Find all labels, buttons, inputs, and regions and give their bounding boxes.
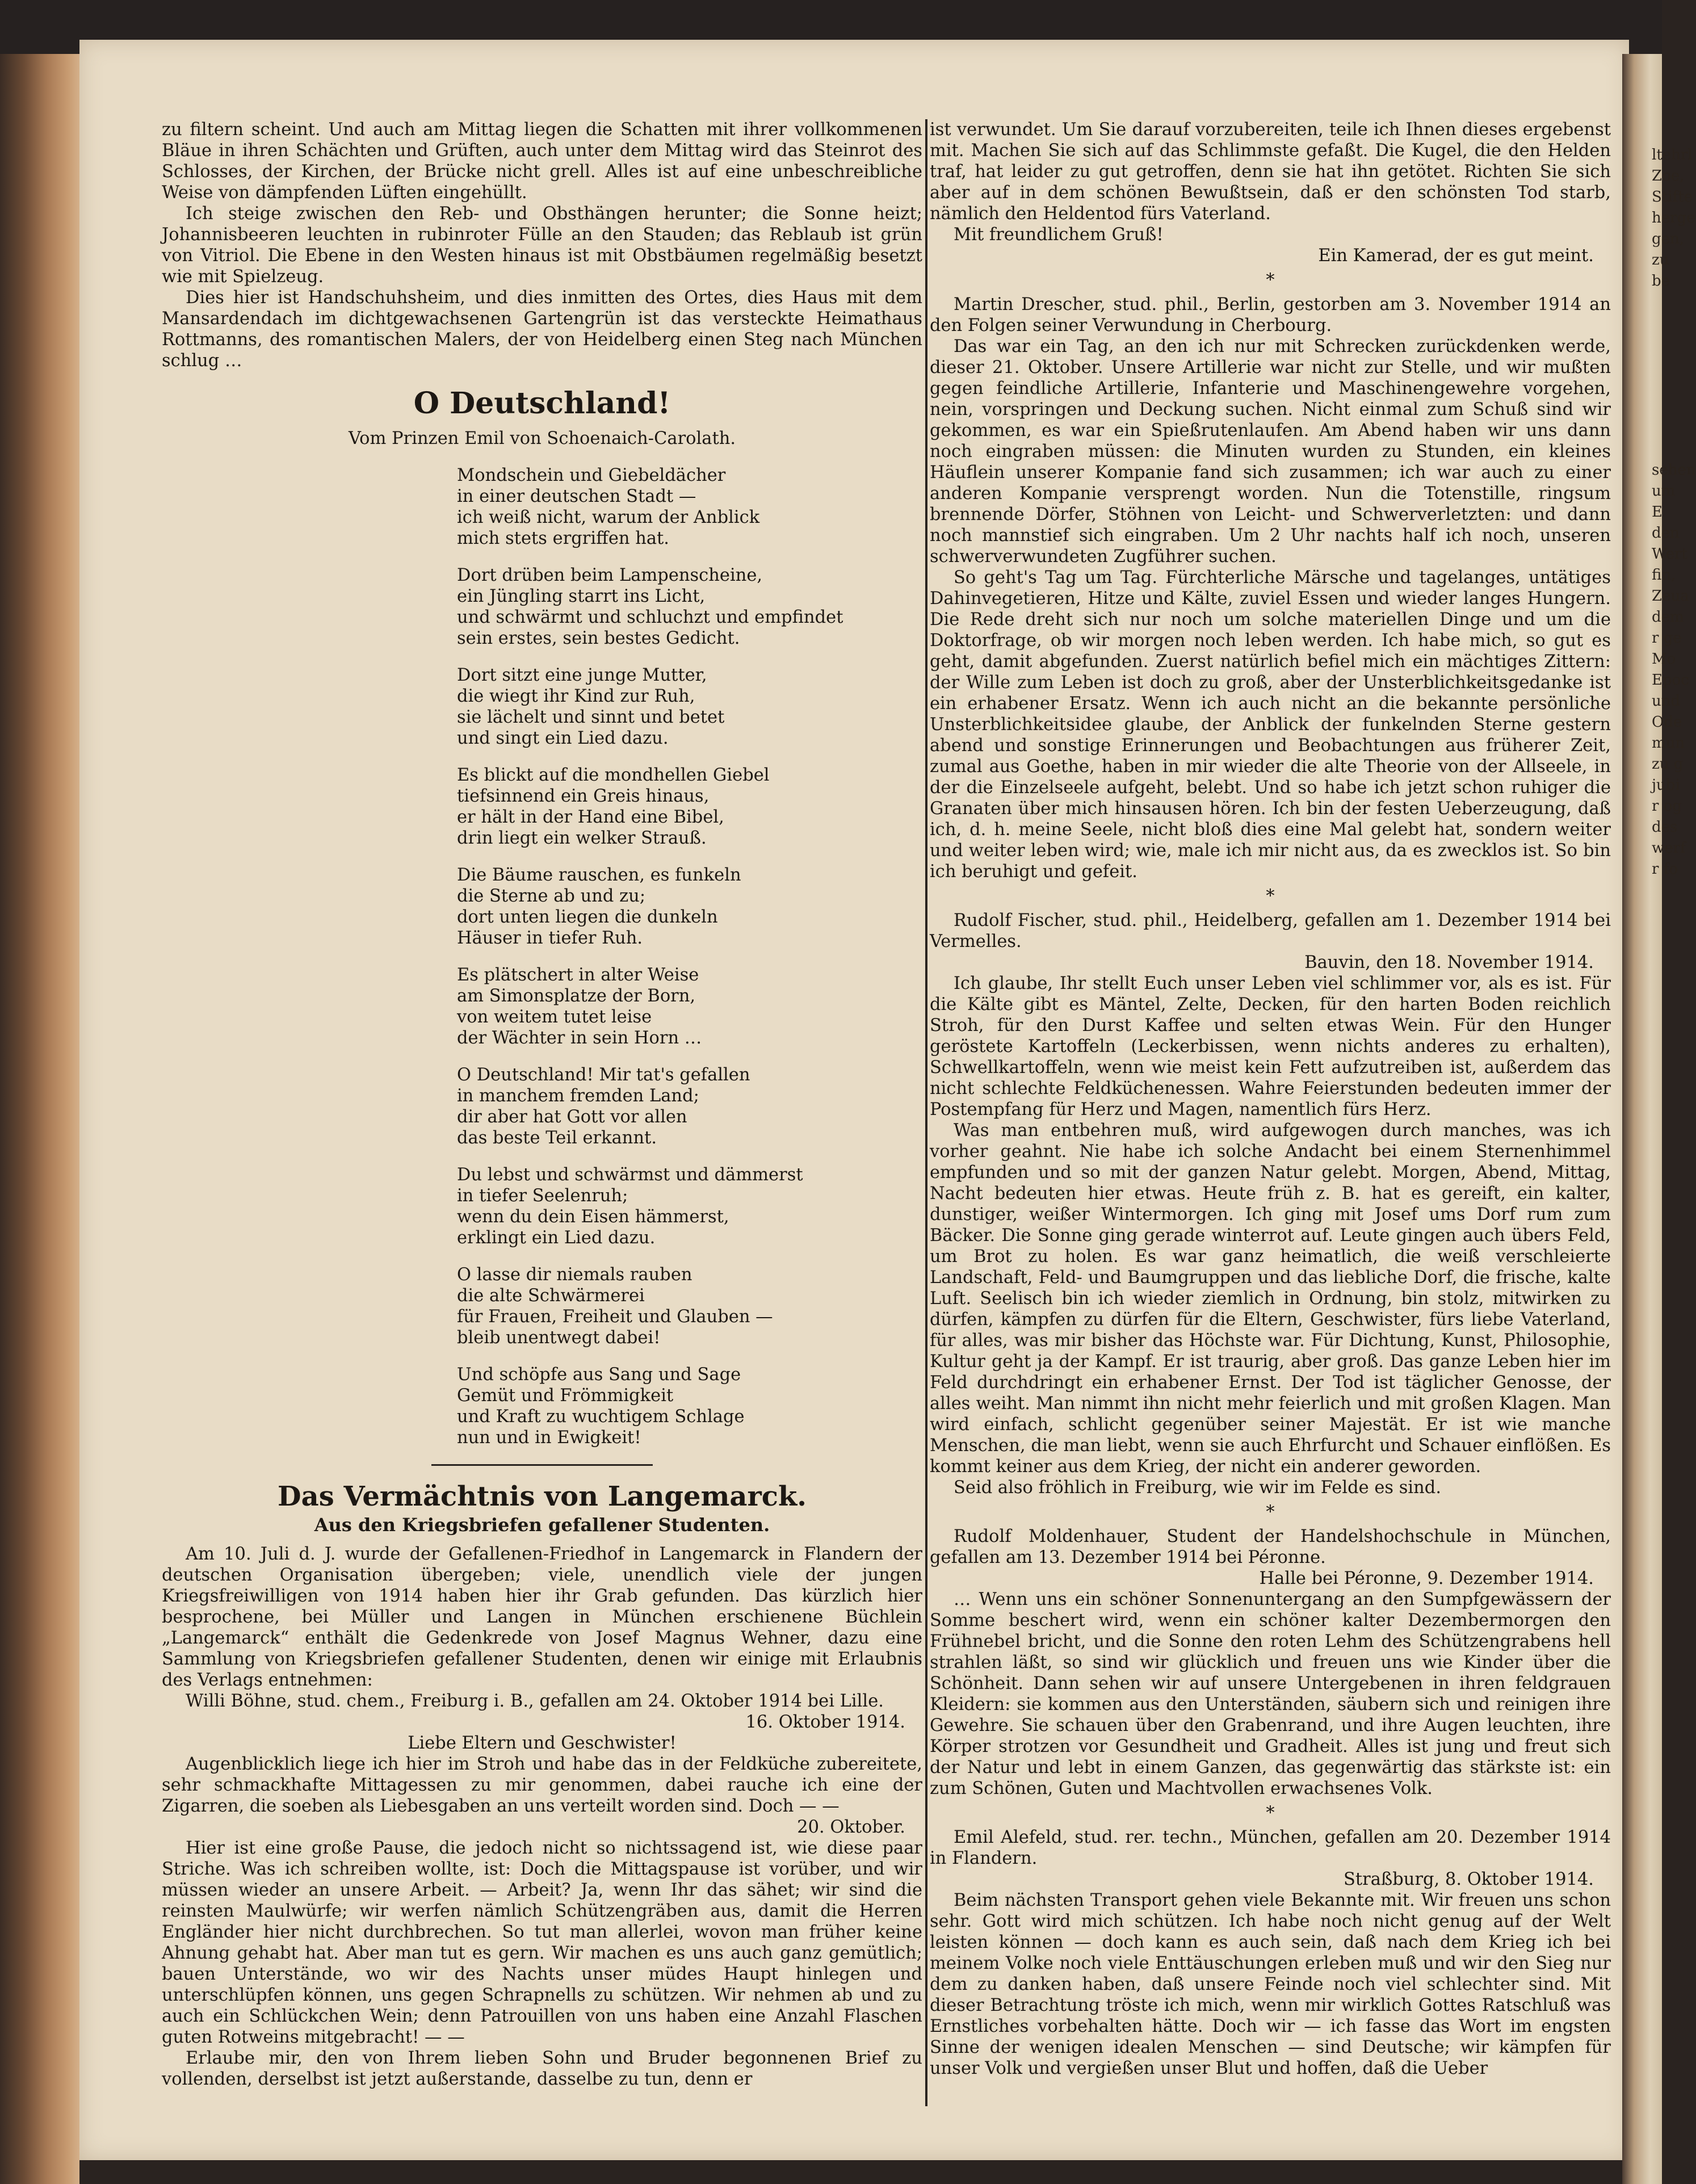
poem-title: O Deutschland! — [413, 386, 671, 421]
fragment-line: um E — [1652, 483, 1676, 521]
poem-line: ein Jüngling starrt ins Licht, — [457, 586, 706, 606]
intro-paragraph: Dies hier ist Handschuhsheim, und dies inmitten des Ortes, dies Haus mit dem Mansardendach im dichtgewachsenen Gartengrün ist das versteckte Heimathaus Rottmanns, des romantischen Malers, der von Heidelberg einen Steg nach München schlug … — [162, 288, 922, 371]
section-star: * — [1266, 1803, 1275, 1823]
poem-line: bleib unentwegt dabei! — [457, 1328, 661, 1348]
fragment-line — [1652, 418, 1686, 439]
section-star: * — [1266, 1502, 1275, 1522]
poem-stanza — [457, 1364, 922, 1448]
fragment-line — [1652, 376, 1686, 397]
fragment-line: ltehrl — [1652, 146, 1693, 164]
letter-author: Rudolf Moldenhauer, Student der Handelshochschule in München, gefallen am 13. Dezember 1914 bei Péronne. — [930, 1527, 1611, 1567]
fragment-line: den — [1652, 525, 1680, 542]
poem-line: in manchem fremden Land; — [457, 1086, 699, 1106]
intro-paragraph: zu filtern scheint. Und auch am Mittag liegen die Schatten mit ihrer vollkommenen Bläue in ihren Schächten und Grüften, auch unter dem Mittag wird das Steinrot des Schlosses, der Kirchen, der Brücke nicht grell. Alles ist auf eine unbeschreibliche Weise von dämpfenden Lüften eingehüllt. — [162, 120, 922, 203]
poem-line: Die Bäume rauschen, es funkeln — [457, 865, 741, 885]
letter-date: 16. Oktober 1914. — [745, 1712, 905, 1732]
fragment-line: des — [1652, 819, 1678, 836]
fragment-line: herge — [1652, 209, 1695, 227]
poem-line: und schwärmt und schluchzt und empfindet — [457, 607, 843, 627]
poem-line: Häuser in tiefer Ruh. — [457, 928, 643, 948]
fragment-line: werf — [1652, 840, 1686, 857]
fragment-line: fin, — [1652, 567, 1676, 584]
poem-line: und Kraft zu wuchtigem Schlage — [457, 1407, 745, 1427]
fragment-line: zu g — [1652, 756, 1684, 773]
poem-line: Du lebst und schwärmst und dämmerst — [457, 1165, 803, 1185]
fragment-line: Mo — [1652, 651, 1676, 668]
poem-line: wenn du dein Eisen hämmerst, — [457, 1207, 729, 1227]
fragment-line — [1652, 439, 1686, 460]
poem-stanza — [457, 565, 922, 649]
letter-author: Martin Drescher, stud. phil., Berlin, gestorben am 3. November 1914 an den Folgen seiner Verwundung in Cherbourg. — [930, 295, 1611, 336]
poem-line: die wiegt ihr Kind zur Ruh, — [457, 686, 695, 706]
poem-line: dort unten liegen die dunkeln — [457, 907, 718, 927]
article-intro: Am 10. Juli d. J. wurde der Gefallenen-Friedhof in Langemarck in Flandern der deutschen Organisation übergeben; viele, unendlich viele der jungen Kriegsfreiwilligen von 1914 haben hier ihr Grab gefunden. Das kürzlich hier besprochene, bei Müller und Langen in München erschienene Büchlein „Langemarck“ enthält die Gedenkrede von Josef Magnus Wehner, dazu eine Sammlung von Kriegsbriefen gefallener Studenten, denen wir einige mit Erlaubnis des Verlags entnehmen: — [162, 1544, 922, 1690]
poem-author: Vom Prinzen Emil von Schoenaich-Carolath. — [348, 429, 736, 448]
poem-stanza — [457, 765, 922, 849]
fragment-line: gen, — [1652, 230, 1685, 248]
poem-stanza — [457, 1264, 922, 1348]
letter-body: Beim nächsten Transport gehen viele Bekannte mit. Wir freuen uns schon sehr. Gott wird mich schützen. Ich habe noch nicht genug auf der Welt leisten können — doch kann es auch sein, daß nach dem Krieg ich bei meinem Volke noch viele Enttäuschungen erleben muß und wir den Sieg nur dem zu danken haben, daß unsere Feinde noch viel schlechter sind. Mit dieser Betrachtung tröste ich mich, wenn mir wirklich Gottes Ratschluß was Ernstliches vorbehalten hätte. Doch wir — ich fasse das Wort im engsten Sinne der wenigen idealen Menschen — sind Deutsche; wir kämpfen für unser Volk und vergießen unser Blut und hoffen, daß die Ueber — [930, 1890, 1611, 2078]
fragment-line: Stifte — [1652, 188, 1693, 206]
letter-body: Erlaube mir, den von Ihrem lieben Sohn und Bruder begonnenen Brief zu vollenden, derselbst ist jetzt außerstande, dasselbe zu tun, denn er — [162, 2048, 922, 2089]
letter-author: Rudolf Fischer, stud. phil., Heidelberg, gefallen am 1. Dezember 1914 bei Vermelles. — [930, 911, 1611, 951]
poem-line: Und schöpfe aus Sang und Sage — [457, 1365, 741, 1385]
poem — [457, 465, 922, 1448]
poem-line: Mondschein und Giebeldächer — [457, 466, 726, 485]
letter-body: Was man entbehren muß, wird aufgewogen durch manches, was ich vorher geahnt. Nie habe ich solche Andacht bei einem Sternenhimmel empfunden und so mit der ganzen Natur gelebt. Morgen, Abend, Mittag, Nacht bedeuten hier etwas. Heute früh z. B. hat es gereift, ein kalter, dunstiger, weißer Wintermorgen. Ich ging mit Josef ums Dorf rum zum Bäcker. Die Sonne ging gerade winterrot auf. Leute gingen auch übers Feld, um Brot zu holen. Es war ganz heimatlich, die weiß verschleierte Landschaft, Feld- und Baumgruppen und das liebliche Dorf, die frische, kalte Luft. Seelisch bin ich wieder ziemlich in Ordnung, bin stolz, mitwirken zu dürfen, kämpfen zu dürfen für die Eltern, Geschwister, fürs liebe Vaterland, für alles, was mir bisher das Höchste war. Für Dichtung, Kunst, Philosophie, Kultur geht ja der Kampf. Er ist traurig, aber groß. Das ganze Leben hier im Feld durchdringt ein erhabener Ernst. Der Tod ist täglicher Genosse, der alles weiht. Man nimmt ihn nicht mehr feierlich und mit großen Klagen. Man wird einfach, schlicht gegenüber seiner Majestät. Er ist wie manche Menschen, die man liebt, wenn sie auch Ehrfurcht und Schauer einflößen. Es kommt keiner aus dem Krieg, der nicht ein anderer geworden. — [930, 1121, 1611, 1477]
letter-body: … Wenn uns ein schöner Sonnenuntergang an den Sumpfgewässern der Somme beschert wird, wenn ein schöner kalter Dezembermorgen den Frühnebel bricht, und die Sonne den roten Lehm des Schützengrabens hell strahlen läßt, so sind wir glücklich und freuen uns wie Kinder über die Schönheit. Dann sehen wir auf unsere Untergebenen in ihren feldgrauen Kleidern: sie kommen aus den Unterständen, säubern sich und reinigen ihre Gewehre. Sie schauen über den Grabenrand, und ihre Augen leuchten, ihre Körper strotzen vor Gesundheit und Gradheit. Alles ist jung und freut sich der Natur und lebt in einem Ganzen, das gegenwärtig das stärkste ist: ein zum Schönen, Guten und Machtvollen erwachsenes Volk. — [930, 1590, 1611, 1799]
poem-line: Dort sitzt eine junge Mutter, — [457, 665, 707, 685]
poem-line: O lasse dir niemals rauben — [457, 1265, 692, 1285]
poem-line: Es blickt auf die mondhellen Giebel — [457, 765, 770, 785]
poem-stanza — [457, 965, 922, 1049]
letter-body: Das war ein Tag, an den ich nur mit Schrecken zurückdenken werde, dieser 21. Oktober. Unsere Artillerie war nicht zur Stelle, und wir mußten gegen feindliche Artillerie, Infanterie und Maschinengewehre vorgehen, nein, vorspringen und Deckung suchen. Nicht einmal zum Schuß sind wir gekommen, es war ein Spießrutenlaufen. Am Abend haben wir uns dann noch eingraben müssen: die Minuten wurden zu Stunden, ein kleines Häuflein unserer Kompanie fand sich zusammen; ich war auch zu einer anderen Kompanie versprengt worden. Nun die Totenstille, ringsum brennende Dörfer, Stöhnen von Leicht- und Schwerverletzten: und dann noch mannstief sich eingraben. Um 2 Uhr nachts half ich noch, unseren schwerverwundeten Zugführer suchen. — [930, 337, 1611, 567]
letter-body: Seid also fröhlich in Freiburg, wie wir im Felde es sind. — [954, 1478, 1442, 1498]
letter-body: ist verwundet. Um Sie darauf vorzubereiten, teile ich Ihnen dieses ergebenst mit. Machen Sie sich auf das Schlimmste gefaßt. Die Kugel, die den Helden traf, hat leider zu gut getroffen, denn sie hat ihn getötet. Richten Sie sich aber auf in dem schönen Bewußtsein, daß er den schönsten Tod starb, nämlich den Heldentod fürs Vaterland. — [930, 120, 1611, 224]
poem-line: sein erstes, sein bestes Gedicht. — [457, 628, 740, 648]
letter-author: Willi Böhne, stud. chem., Freiburg i. B., gefallen am 24. Oktober 1914 bei Lille. — [186, 1691, 884, 1711]
poem-line: Es plätschert in alter Weise — [457, 965, 699, 985]
poem-line: Dort drüben beim Lampenscheine, — [457, 565, 763, 585]
poem-stanza — [457, 865, 922, 949]
fragment-line — [1652, 313, 1686, 334]
letter-closing: Mit freundlichem Gruß! — [954, 225, 1164, 245]
article-subtitle: Aus den Kriegsbriefen gefallener Studenten. — [314, 1514, 770, 1536]
letter-date: Halle bei Péronne, 9. Dezember 1914. — [1259, 1569, 1594, 1588]
article-title: Das Vermächtnis von Langemarck. — [278, 1481, 807, 1512]
letter-signature: Ein Kamerad, der es gut meint. — [1318, 246, 1594, 266]
fragment-line: Wert — [1652, 546, 1687, 563]
letter-salutation: Liebe Eltern und Geschwister! — [408, 1733, 677, 1753]
fragment-line: mun — [1652, 735, 1685, 752]
fragment-line: r fo — [1652, 861, 1678, 878]
poem-line: ich weiß nicht, warum der Anblick — [457, 508, 760, 527]
fragment-line — [1652, 334, 1686, 355]
fragment-line: Zoe, — [1652, 167, 1685, 185]
letter-date: 20. Oktober. — [797, 1817, 905, 1837]
poem-stanza — [457, 665, 922, 749]
fragment-line: Zeua — [1652, 588, 1689, 605]
next-page-edge — [1622, 54, 1696, 2184]
divider-rule — [431, 1464, 653, 1466]
section-star: * — [1266, 270, 1275, 290]
fragment-line: dem — [1652, 609, 1684, 626]
fragment-line: r og — [1652, 798, 1682, 815]
poem-line: für Frauen, Freiheit und Glauben — — [457, 1307, 773, 1327]
right-column — [930, 119, 1611, 2079]
poem-line: Gemüt und Frömmigkeit — [457, 1386, 674, 1406]
poem-line: drin liegt ein welker Strauß. — [457, 828, 707, 848]
letter-date: Straßburg, 8. Oktober 1914. — [1343, 1869, 1594, 1889]
letter-body: So geht's Tag um Tag. Fürchterliche Märsche und tagelanges, untätiges Dahinvegetieren, Hitze und Kälte, zuviel Essen und wieder langes Hungern. Die Rede dreht sich nur noch um solche materiellen Dinge und um die Doktorfrage, ob wir morgen noch leben werden. Ich habe mich, so gut es geht, damit abgefunden. Zuerst natürlich befiel mich ein mächtiges Zittern: der Wille zum Leben ist doch zu groß, aber der Unsterblichkeitsgedanke ist ein erhabener Ersatz. Wenn ich auch nicht an die bekannte persönliche Unsterblichkeitsidee glaube, der Anblick der funkelnden Sterne gestern abend und sonstige Erinnerungen und Beobachtungen aus früherer Zeit, zumal aus Goethe, haben in mir wieder die alte Theorie von der Allseele, in der die Einzelseele aufgeht, belebt. Und so habe ich jetzt schon ruhiger die Granaten über mich hinsausen hören. Ich bin der festen Ueberzeugung, daß ich, d. h. meine Seele, nicht bloß dies eine Mal gelebt hat, sondern weiter und weiter leben wird; wie, male ich mir nicht aus, da es zwecklos ist. So bin ich beruhigt und gefeit. — [930, 568, 1611, 882]
fragment-line: Epoc — [1652, 672, 1689, 689]
fragment-line: und — [1652, 693, 1681, 710]
left-column — [162, 119, 922, 2090]
fragment-line — [1652, 397, 1686, 418]
fragment-line: Ode — [1652, 714, 1682, 731]
poem-line: sie lächelt und sinnt und betet — [457, 707, 725, 727]
poem-line: am Simonsplatze der Born, — [457, 986, 696, 1006]
poem-line: nun und in Ewigkeit! — [457, 1428, 641, 1448]
poem-line: die alte Schwärmerei — [457, 1286, 645, 1306]
letter-body: Ich glaube, Ihr stellt Euch unser Leben viel schlimmer vor, als es ist. Für die Kälte gibt es Mäntel, Zelte, Decken, für den harten Boden reichlich Stroh, für den Durst Kaffee und selten etwas Wein. Für den Hunger geröstete Kartoffeln (Leckerbissen, wenn nichts anderes zu erhalten), Schwellkartoffeln, wenn wie meist kein Fett aufzutreiben ist, außerdem das nicht schlechte Feldküchenessen. Wahre Feierstunden bedeuten immer der Postempfang für Herz und Magen, namentlich fürs Herz. — [930, 974, 1611, 1120]
poem-stanza — [457, 465, 922, 549]
fragment-line: zu be — [1652, 251, 1670, 290]
fragment-line: sehen — [1652, 462, 1696, 479]
poem-line: O Deutschland! Mir tat's gefallen — [457, 1065, 750, 1085]
poem-line: in tiefer Seelenruh; — [457, 1186, 628, 1206]
letter-date: Bauvin, den 18. November 1914. — [1304, 953, 1594, 972]
fragment-line — [1652, 292, 1686, 313]
poem-line: tiefsinnend ein Greis hinaus, — [457, 786, 710, 806]
letter-body: Augenblicklich liege ich hier im Stroh und habe das in der Feldküche zubereitete, sehr schmackhafte Mittagessen zu mir genommen, dabei rauche ich eine der Zigarren, die soeben als Liebesgaben an uns verteilt worden sind. Doch — — — [162, 1754, 922, 1816]
poem-line: in einer deutschen Stadt — — [457, 487, 696, 506]
poem-line: das beste Teil erkannt. — [457, 1128, 657, 1148]
poem-line: erklingt ein Lied dazu. — [457, 1228, 656, 1248]
poem-stanza — [457, 1064, 922, 1148]
poem-line: dir aber hat Gott vor allen — [457, 1107, 687, 1127]
section-star: * — [1266, 886, 1275, 906]
letter-body: Hier ist eine große Pause, die jedoch nicht so nichtssagend ist, wie diese paar Striche. Was ich schreiben wollte, ist: Doch die Mittagspause ist vorüber, und wir müssen wieder an unsere Arbeit. — Arbeit? Ja, wenn Ihr das sähet; wir sind die reinsten Maulwürfe; wir werfen nämlich Schützengräben aus, damit die Herren Engländer hier nicht durchbrechen. So tut man allerlei, wovon man früher keine Ahnung gehabt hat. Aber man tut es gern. Wir machen es uns auch ganz gemütlich; bauen Unterstände, wo wir des Nachts unser müdes Haupt hinlegen und unterschlüpfen können, uns gegen Schrapnells zu schützen. Wir nehmen ab und zu auch ein Schlückchen Wein; denn Patrouillen von uns haben eine Anzahl Flaschen guten Rotweins mitgebracht! — — — [162, 1838, 922, 2047]
fragment-line — [1652, 355, 1686, 376]
fragment-line: r ge — [1652, 630, 1682, 647]
book-spine — [0, 54, 79, 2184]
poem-line: mich stets ergriffen hat. — [457, 529, 669, 548]
poem-line: er hält in der Hand eine Bibel, — [457, 807, 724, 827]
poem-stanza — [457, 1164, 922, 1248]
intro-paragraph: Ich steige zwischen den Reb- und Obsthängen herunter; die Sonne heizt; Johannisbeeren leuchten in rubinroter Fülle an den Stauden; das Reblaub ist grün von Vitriol. Die Ebene in den Westen hinaus ist mit Obstbäumen regelmäßig besetzt wie mit Spielzeug. — [162, 204, 922, 287]
poem-line: die Sterne ab und zu; — [457, 886, 646, 906]
poem-line: der Wächter in sein Horn … — [457, 1028, 702, 1048]
poem-line: von weitem tutet leise — [457, 1007, 652, 1027]
next-page-fragments — [1652, 145, 1696, 880]
column-divider — [925, 119, 927, 2106]
fragment-line: jubi — [1652, 777, 1680, 794]
poem-line: und singt ein Lied dazu. — [457, 728, 669, 748]
letter-author: Emil Alefeld, stud. rer. techn., München, gefallen am 20. Dezember 1914 in Flandern. — [930, 1827, 1611, 1868]
